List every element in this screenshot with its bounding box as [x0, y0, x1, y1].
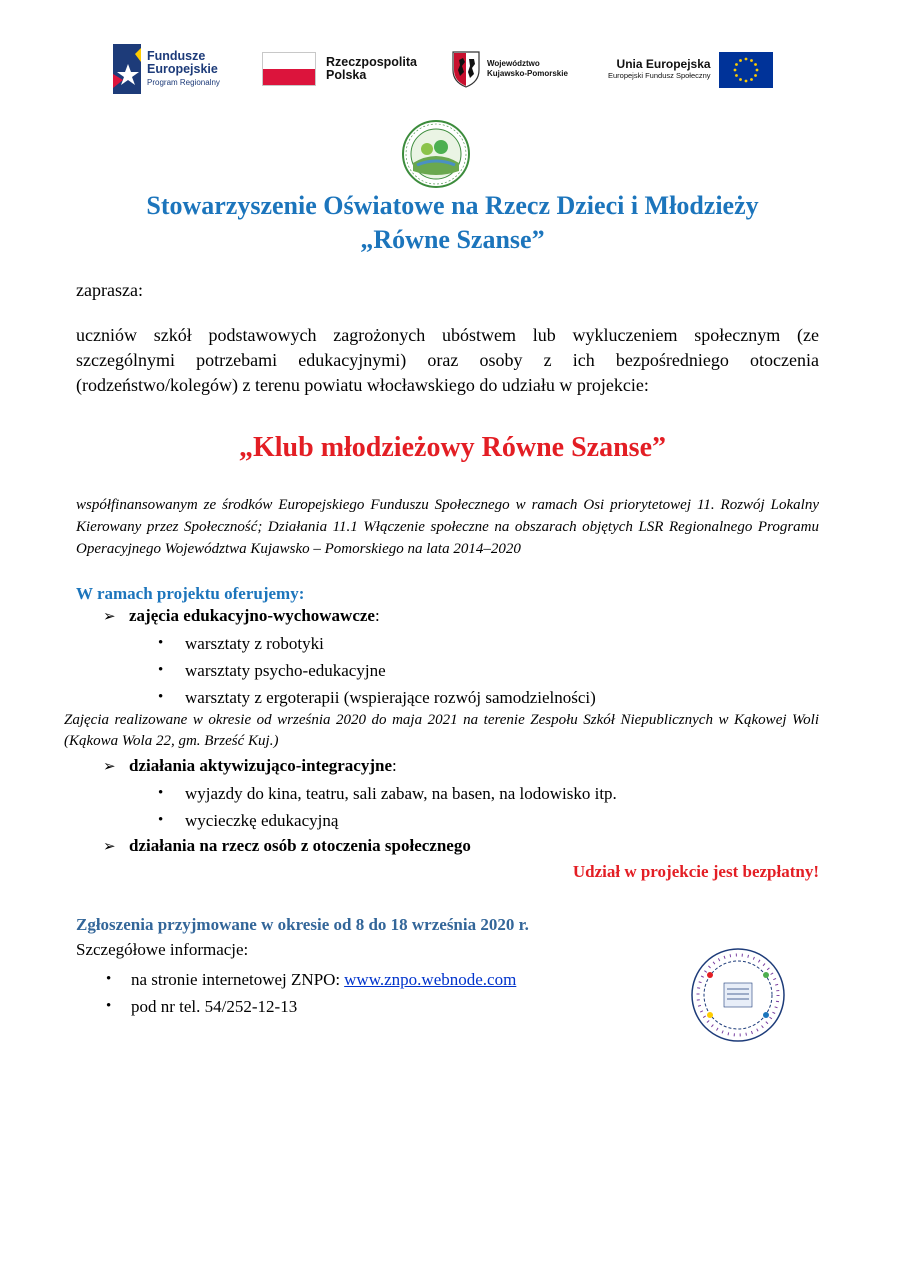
fe-line3: Program Regionalny — [147, 77, 220, 87]
bullet-icon: • — [158, 662, 164, 678]
offer-edu-item: ➢ zajęcia edukacyjno-wychowawcze : — [103, 606, 380, 625]
edu-list — [158, 630, 596, 711]
bullet-icon: • — [106, 971, 112, 987]
list-item: • warsztaty psycho-edukacyjne — [158, 660, 386, 680]
eu-star-icon — [750, 59, 753, 62]
association-badge-icon — [401, 119, 471, 189]
unia-europejska-logo — [608, 52, 773, 88]
wojewodztwo-logo — [451, 50, 568, 88]
bullet-icon: • — [158, 689, 164, 705]
intro-text: zaprasza: — [76, 280, 143, 300]
list-item: • warsztaty z ergoterapii (wspierające rozwój samodzielności) — [158, 687, 596, 707]
list-item: • wycieczkę edukacyjną — [158, 810, 339, 830]
rp-line2: Polska — [326, 68, 367, 82]
offer-social-title: działania na rzecz osób z otoczenia społecznego — [129, 836, 471, 855]
eu-star-icon — [754, 74, 757, 77]
phone-text: pod nr tel. 54/252-12-13 — [131, 996, 298, 1016]
offer-edu-title: zajęcia edukacyjno-wychowawcze — [129, 606, 375, 625]
list-item — [106, 993, 516, 1020]
list-item: • wyjazdy do kina, teatru, sali zabaw, na basen, na lodowisko itp. — [158, 783, 617, 803]
eu-flag-icon — [719, 52, 773, 88]
offer-social-item — [103, 836, 471, 856]
rp-line1: Rzeczpospolita — [326, 55, 417, 69]
eu-star-icon — [744, 58, 747, 61]
invite-text: uczniów szkół podstawowych zagrożonych ubóstwem lub wykluczeniem społecznym (ze szczególnymi potrzebami edukacyjnymi) oraz osoby z ich bezpośredniego otoczenia (rodzeństwo/kolegów) z terenu powiatu włocławskiego do udziału w projekcie: — [76, 325, 819, 395]
rzeczpospolita-logo — [262, 52, 417, 86]
act-list — [158, 780, 617, 834]
free-note: Udział w projekcie jest bezpłatny! — [572, 862, 819, 881]
bullet-icon: • — [158, 635, 164, 651]
offer-act-item: ➢ działania aktywizująco-integracyjne : — [103, 756, 397, 775]
eu-star-icon — [754, 63, 757, 66]
eu-star-icon — [739, 59, 742, 62]
fundusze-europejskie-logo — [113, 44, 220, 94]
arrow-bullet-icon: ➢ — [103, 838, 116, 855]
period-note: Zajęcia realizowane w okresie od września 2020 do maja 2021 na terenie Zespołu Szkół Niepublicznych w Kąkowej Woli (Kąkowa Wola 22, gm. Brześć Kuj.) — [64, 712, 819, 749]
offer-act-title: działania aktywizująco-integracyjne — [129, 756, 392, 775]
bullet-icon: • — [158, 785, 164, 801]
eu-star-icon — [739, 78, 742, 81]
details-label: Szczegółowe informacje: — [76, 940, 249, 959]
coat-of-arms-icon — [451, 50, 481, 88]
fe-line2: Europejskie — [147, 61, 218, 76]
eu-star-icon — [735, 74, 738, 77]
cofinancing-text: współfinansowanym ze środków Europejskiego Funduszu Społecznego w ramach Osi priorytetowej 11. Rozwój Lokalny Kierowany przez Społeczność; Działania 11.1 Włączenie społeczne na obszarach objętych LSR Regionalnego Programu Operacyjnego Województwa Kujawsko – Pomorskiego na lata 2014–2020 — [76, 497, 819, 557]
eu-star-icon — [744, 80, 747, 83]
heading-line2: „Równe Szanse” — [360, 225, 545, 254]
bullet-icon: • — [106, 998, 112, 1014]
eu-star-icon — [755, 69, 758, 72]
list-item: • warsztaty z robotyki — [158, 633, 324, 653]
arrow-bullet-icon: ➢ — [103, 608, 116, 625]
bullet-icon: • — [158, 812, 164, 828]
eu-star-icon — [735, 63, 738, 66]
heading-line1: Stowarzyszenie Oświatowe na Rzecz Dzieci i Młodzieży — [146, 191, 759, 220]
arrow-bullet-icon: ➢ — [103, 758, 116, 775]
fe-star-icon — [113, 44, 141, 94]
ue-line1: Unia Europejska — [616, 57, 711, 71]
web-prefix: na stronie internetowej ZNPO: — [131, 969, 341, 989]
school-seal-icon — [688, 945, 788, 1045]
ue-line2: Europejski Fundusz Społeczny — [608, 71, 711, 80]
project-name: „Klub młodzieżowy Równe Szanse” — [239, 432, 666, 463]
eu-star-icon — [750, 78, 753, 81]
offer-heading: W ramach projektu oferujemy: — [76, 584, 305, 603]
logo-bar — [0, 44, 905, 96]
wk-line2: Kujawsko-Pomorskie — [487, 69, 568, 78]
wk-line1: Województwo — [487, 59, 540, 68]
eu-star-icon — [733, 69, 736, 72]
polish-flag-icon — [262, 52, 316, 86]
fe-line1: Fundusze — [147, 48, 206, 63]
list-item — [106, 966, 516, 993]
applications-text: Zgłoszenia przyjmowane w okresie od 8 do 18 września 2020 r. — [76, 915, 529, 934]
website-link[interactable]: www.znpo.webnode.com — [344, 969, 517, 989]
info-list — [106, 966, 516, 1020]
